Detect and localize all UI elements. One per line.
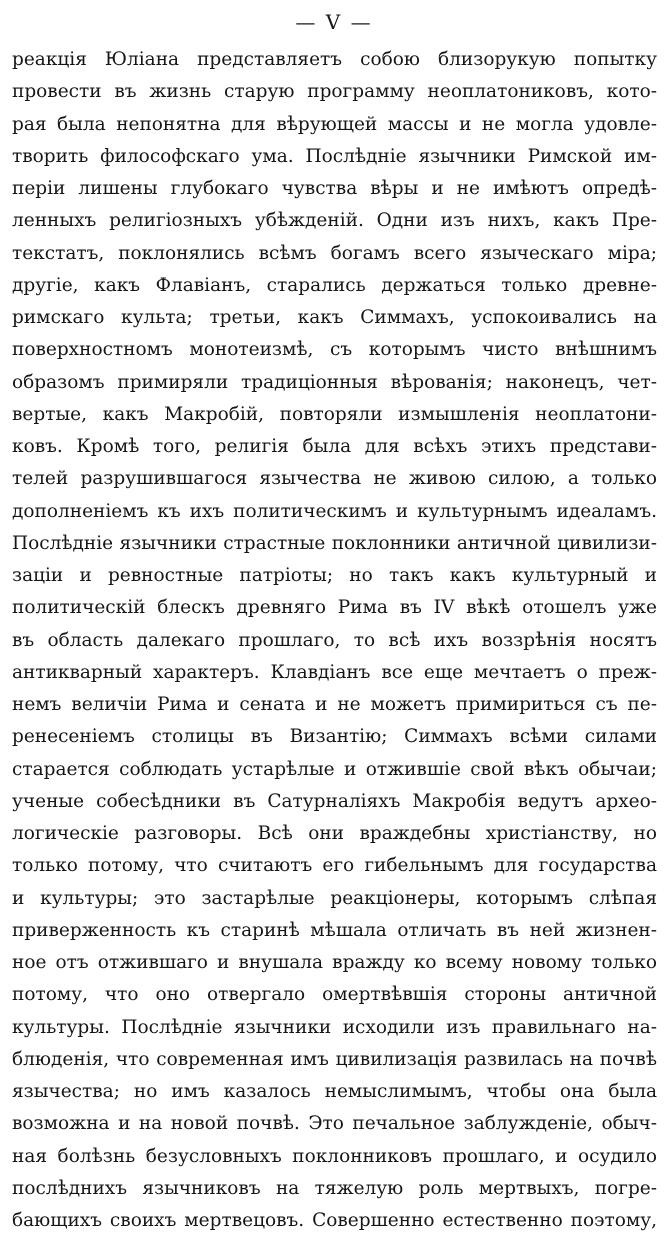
- text-line: вертые, какъ Макробій, повторяли измышленія неоплатони-: [12, 403, 657, 425]
- text-line: творить философскаго ума. Послѣдніе язычники Римской им-: [12, 145, 657, 167]
- text-line: римскаго культа; третьи, какъ Симмахъ, успокоивались на: [12, 307, 657, 328]
- text-line: бающихъ своихъ мертвецовъ. Совершенно естественно поэтому,: [12, 1210, 657, 1231]
- body-text: [12, 44, 657, 1237]
- text-line: реакція Юліана представляетъ собою близорукую попытку: [12, 49, 657, 70]
- text-line: въ область далекаго прошлаго, то всѣ ихъ воззрѣнія носятъ: [12, 629, 657, 651]
- text-line: приверженность къ старинѣ мѣшала отличать въ ней жизнен-: [12, 919, 657, 941]
- text-line: и культуры; это застарѣлые реакціонеры, которымъ слѣпая: [12, 887, 657, 909]
- text-line: антикварный характеръ. Клавдіанъ все еще мечтаетъ о преж-: [12, 661, 657, 683]
- text-line: дополненіемъ къ ихъ политическимъ и культурнымъ идеаламъ.: [12, 500, 657, 522]
- text-line: ученые собесѣдники въ Сатурналіяхъ Макробія ведутъ архео-: [12, 790, 657, 812]
- text-line: періи лишены глубокаго чувства вѣры и не имѣютъ опредѣ-: [12, 178, 657, 199]
- text-line: другіе, какъ Флавіанъ, старались держаться только древне-: [12, 274, 657, 296]
- text-line: образомъ примиряли традиціонныя вѣрованія; наконецъ, чет-: [12, 371, 657, 393]
- text-line: старается соблюдать устарѣлые и отжившіе свой вѣкъ обычаи;: [12, 758, 657, 780]
- text-line: политическій блескъ древняго Рима въ IV вѣкѣ отошелъ уже: [12, 597, 657, 619]
- page-number-header: — V —: [295, 10, 373, 34]
- text-line: текстатъ, поклонялись всѣмъ богамъ всего языческаго міра;: [12, 242, 657, 264]
- text-line: культуры. Послѣдніе язычники исходили изъ правильнаго на-: [12, 1016, 657, 1038]
- text-line: заціи и ревностные патріоты; но такъ какъ культурный и: [12, 565, 657, 586]
- text-line: ленныхъ религіозныхъ убѣжденій. Одни изъ нихъ, какъ Пре-: [12, 210, 657, 232]
- text-line: ренесеніемъ столицы въ Византію; Симмахъ всѣми силами: [12, 726, 657, 748]
- text-line: послѣднихъ язычниковъ на тяжелую роль мертвыхъ, погре-: [12, 1177, 657, 1199]
- text-line: возможна и на новой почвѣ. Это печальное заблужденіе, обыч-: [12, 1113, 657, 1135]
- text-line: немъ величіи Рима и сената и не можетъ примириться съ пе-: [12, 694, 657, 715]
- text-line: телей разрушившагося язычества не живою силою, а только: [12, 468, 657, 490]
- text-line: только потому, что считаютъ его гибельнымъ для государства: [12, 855, 657, 877]
- text-line: потому, что оно отвергало омертвѣвшія стороны античной: [12, 984, 657, 1006]
- text-line: ковъ. Кромѣ того, религія была для всѣхъ этихъ представи-: [12, 436, 657, 457]
- text-line: язычества; но имъ казалось немыслимымъ, чтобы она была: [12, 1081, 657, 1102]
- text-line: поверхностномъ монотеизмѣ, съ которымъ чисто внѣшнимъ: [12, 339, 657, 361]
- text-line: логическіе разговоры. Всѣ они враждебны христіанству, но: [12, 823, 657, 844]
- text-line: ная болѣзнь безусловныхъ поклонниковъ прошлаго, и осудило: [12, 1145, 657, 1167]
- text-line: ное отъ отжившаго и внушала вражду ко всему новому только: [12, 952, 657, 973]
- text-line: рая была непонятна для вѣрующей массы и не могла удовле-: [12, 113, 657, 135]
- text-line: провести въ жизнь старую программу неоплатониковъ, кото-: [12, 81, 657, 103]
- text-line: блюденія, что современная имъ цивилизація развилась на почвѣ: [12, 1048, 657, 1070]
- text-line: Послѣдніе язычники страстные поклонники античной цивилизи-: [12, 532, 657, 554]
